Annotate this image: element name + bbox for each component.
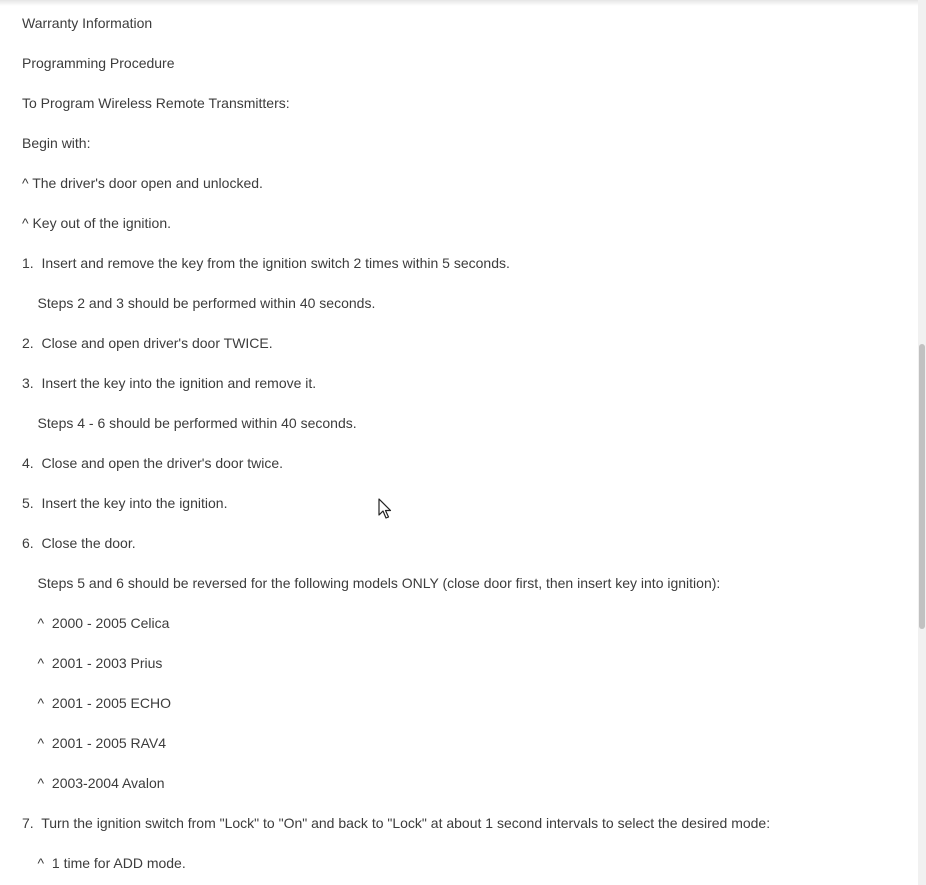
doc-line-warranty-information: Warranty Information [22, 15, 153, 31]
doc-line-model: ^ 2001 - 2005 ECHO [22, 695, 171, 711]
doc-line-model: ^ 2001 - 2005 RAV4 [22, 735, 167, 751]
doc-line-step: 3. Insert the key into the ignition and remove it. [22, 375, 317, 391]
doc-line-heading: To Program Wireless Remote Transmitters: [22, 95, 290, 111]
doc-line-begin-with: Begin with: [22, 135, 91, 151]
doc-line-step: 1. Insert and remove the key from the ignition switch 2 times within 5 seconds. [22, 255, 510, 271]
doc-line-programming-procedure: Programming Procedure [22, 55, 175, 71]
doc-line-mode: ^ 1 time for ADD mode. [22, 855, 186, 871]
doc-line-model: ^ 2001 - 2003 Prius [22, 655, 163, 671]
arrow-cursor-icon [378, 498, 392, 520]
doc-line-step: 2. Close and open driver's door TWICE. [22, 335, 273, 351]
doc-line-note: Steps 4 - 6 should be performed within 40 seconds. [22, 415, 357, 431]
doc-line-step: 5. Insert the key into the ignition. [22, 495, 228, 511]
vertical-scrollbar[interactable] [918, 0, 926, 885]
doc-line-precondition: ^ Key out of the ignition. [22, 215, 171, 231]
doc-line-model: ^ 2000 - 2005 Celica [22, 615, 170, 631]
doc-line-step: 7. Turn the ignition switch from "Lock" to "On" and back to "Lock" at about 1 second intervals to select the desired mode: [22, 815, 771, 831]
doc-line-precondition: ^ The driver's door open and unlocked. [22, 175, 263, 191]
doc-line-note: Steps 2 and 3 should be performed within 40 seconds. [22, 295, 376, 311]
scrollbar-thumb[interactable] [919, 344, 925, 629]
doc-line-model: ^ 2003-2004 Avalon [22, 775, 165, 791]
doc-line-step: 4. Close and open the driver's door twice. [22, 455, 284, 471]
doc-line-note: Steps 5 and 6 should be reversed for the following models ONLY (close door first, then insert key into ignition): [22, 575, 721, 591]
doc-line-step: 6. Close the door. [22, 535, 136, 551]
document-content [22, 3, 902, 883]
